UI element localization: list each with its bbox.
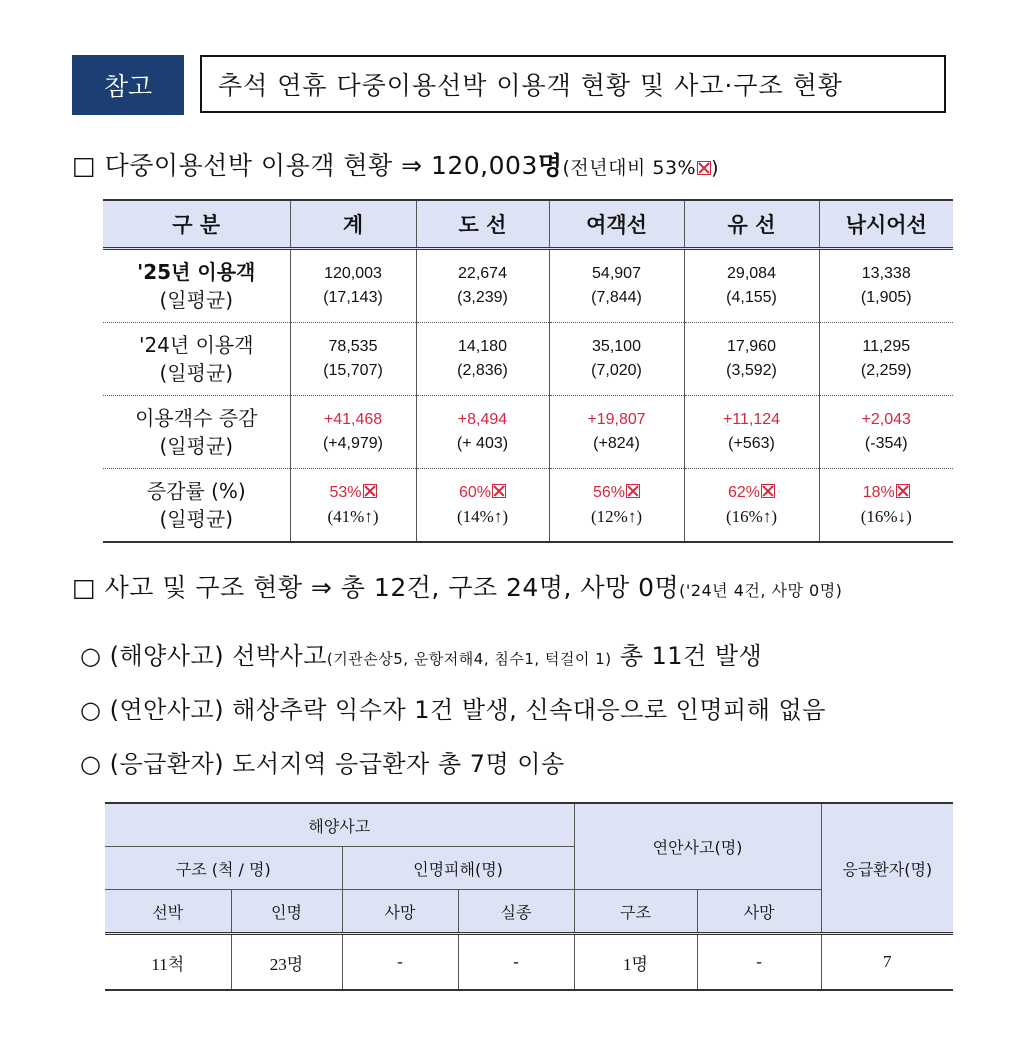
section-heading-note-close: )	[711, 157, 720, 179]
bullet-text: (연안사고) 해상추락 익수자 1건 발생, 신속대응으로 인명피해 없음	[109, 696, 826, 724]
table-cell: 14,180 (2,836)	[416, 323, 549, 396]
table-row	[103, 323, 953, 396]
header-fishing-boat: 낚시어선	[819, 200, 953, 249]
circle-bullet: ○	[80, 696, 102, 724]
table-row	[103, 249, 953, 323]
table-cell: 13,338 (1,905)	[819, 249, 953, 323]
header-emergency-patients: 응급환자(명)	[821, 803, 953, 934]
bullet-text: (응급환자) 도서지역 응급환자 총 7명 이송	[109, 750, 565, 778]
header-persons: 인명	[231, 890, 342, 934]
table-cell: 78,535 (15,707)	[290, 323, 416, 396]
header-coastal-deaths: 사망	[697, 890, 821, 934]
bullet-coastal-accident	[80, 690, 826, 725]
bullet-text: (해양사고) 선박사고	[109, 642, 327, 670]
header-category: 구 분	[103, 200, 290, 249]
row-label-main: 이용객수 증감	[135, 406, 258, 430]
bullet-marine-accident	[80, 636, 762, 671]
table-cell: 56% (12%↑)	[549, 469, 684, 543]
header-passenger-ship: 여객선	[549, 200, 684, 249]
table-cell: 29,084 (4,155)	[684, 249, 819, 323]
square-bullet: □	[72, 151, 97, 180]
table-cell: 35,100 (7,020)	[549, 323, 684, 396]
table-header-row	[103, 200, 953, 249]
header-casualties: 인명피해(명)	[342, 847, 574, 890]
document-title: 추석 연휴 다중이용선박 이용객 현황 및 사고·구조 현황	[200, 55, 946, 113]
header-coastal-accident: 연안사고(명)	[574, 803, 821, 890]
table-cell: 17,960 (3,592)	[684, 323, 819, 396]
section-heading-note: (전년대비 53%	[562, 157, 697, 179]
row-label-sub: (일평균)	[159, 361, 234, 385]
table-cell: -	[342, 934, 458, 991]
header-rescue: 구조 (척 / 명)	[105, 847, 342, 890]
row-label-sub: (일평균)	[159, 507, 234, 531]
square-bullet: □	[72, 573, 97, 602]
table-cell: 18% (16%↓)	[819, 469, 953, 543]
header-vessels: 선박	[105, 890, 231, 934]
row-label-sub: (일평균)	[159, 288, 234, 312]
accident-table	[105, 802, 953, 991]
table-cell: -	[458, 934, 574, 991]
table-cell: 62% (16%↑)	[684, 469, 819, 543]
header-deaths: 사망	[342, 890, 458, 934]
header-cruise-boat: 유 선	[684, 200, 819, 249]
row-label-sub: (일평균)	[159, 434, 234, 458]
table-row	[105, 934, 953, 991]
section-heading-text: 사고 및 구조 현황 ⇒ 총 12건, 구조 24명, 사망 0명	[104, 573, 680, 602]
table-cell: 53% (41%↑)	[290, 469, 416, 543]
table-cell: 1명	[574, 934, 697, 991]
row-label-main: 증감률 (%)	[146, 479, 246, 503]
increase-mark-icon	[896, 484, 910, 498]
increase-mark-icon	[492, 484, 506, 498]
table-cell: 120,003 (17,143)	[290, 249, 416, 323]
increase-mark-icon	[363, 484, 377, 498]
section-heading-text: 다중이용선박 이용객 현황 ⇒ 120,003	[104, 151, 538, 180]
table-cell: 23명	[231, 934, 342, 991]
table-header-row	[105, 803, 953, 847]
passenger-table	[103, 199, 953, 543]
increase-mark-icon	[697, 161, 711, 175]
increase-mark-icon	[761, 484, 775, 498]
section-heading-passengers	[72, 146, 719, 182]
increase-mark-icon	[626, 484, 640, 498]
table-row	[103, 396, 953, 469]
circle-bullet: ○	[80, 750, 102, 778]
table-cell: -	[697, 934, 821, 991]
bullet-emergency-patients	[80, 744, 565, 779]
table-cell: 60% (14%↑)	[416, 469, 549, 543]
header-marine-accident: 해양사고	[105, 803, 574, 847]
table-cell: +2,043 (-354)	[819, 396, 953, 469]
header-missing: 실종	[458, 890, 574, 934]
circle-bullet: ○	[80, 642, 102, 670]
header-ferry: 도 선	[416, 200, 549, 249]
bullet-tail: 총 11건 발생	[611, 642, 763, 670]
row-label	[103, 396, 290, 469]
table-cell: +8,494 (+ 403)	[416, 396, 549, 469]
table-cell: +41,468 (+4,979)	[290, 396, 416, 469]
table-cell: +11,124 (+563)	[684, 396, 819, 469]
bullet-note: (기관손상5, 운항저해4, 침수1, 턱걸이 1)	[326, 650, 612, 668]
row-label	[103, 323, 290, 396]
header-total: 계	[290, 200, 416, 249]
table-row	[103, 469, 953, 543]
row-label-main: '24년 이용객	[138, 333, 254, 357]
table-cell: 7	[821, 934, 953, 991]
reference-badge: 참고	[72, 55, 184, 115]
section-heading-note: ('24년 4건, 사망 0명)	[679, 581, 843, 600]
row-label	[103, 469, 290, 543]
header-coastal-rescue: 구조	[574, 890, 697, 934]
section-heading-accidents	[72, 568, 842, 604]
table-cell: +19,807 (+824)	[549, 396, 684, 469]
table-cell: 11척	[105, 934, 231, 991]
table-cell: 11,295 (2,259)	[819, 323, 953, 396]
section-heading-unit: 명	[537, 151, 563, 180]
row-label-main: '25년 이용객	[137, 260, 256, 284]
row-label	[103, 249, 290, 323]
table-cell: 54,907 (7,844)	[549, 249, 684, 323]
table-cell: 22,674 (3,239)	[416, 249, 549, 323]
